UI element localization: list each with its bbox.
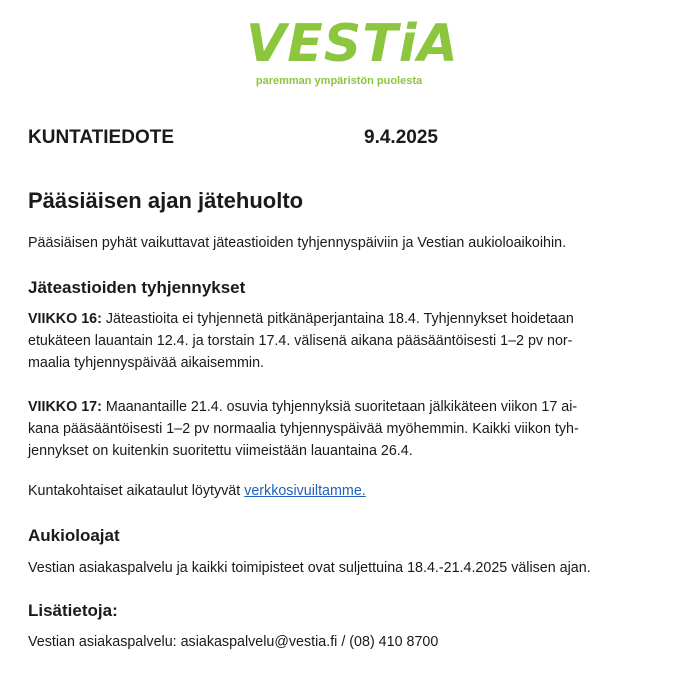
document-date: 9.4.2025	[364, 127, 438, 148]
more-info-heading: Lisätietoja:	[28, 601, 118, 620]
intro-paragraph	[28, 232, 664, 254]
week17-line2: kana pääsääntöisesti 1–2 pv normaalia tyhjennyspäivää myöhemmin. Kaikki viikon tyh-	[28, 421, 579, 437]
contact-text: Vestian asiakaspalvelu: asiakaspalvelu@vestia.fi / (08) 410 8700	[28, 634, 439, 650]
week17-paragraph	[28, 396, 664, 462]
logo-wordmark: VESTiA	[246, 14, 459, 74]
logo-tagline: paremman ympäristön puolesta	[255, 75, 423, 87]
contact-paragraph	[28, 631, 664, 653]
week17-line1: Maanantaille 21.4. osuvia tyhjennyksiä suoritetaan jälkikäteen viikon 17 ai-	[105, 399, 578, 415]
opening-heading: Aukioloajat	[28, 526, 120, 545]
opening-text: Vestian asiakaspalvelu ja kaikki toimipisteet ovat suljettuina 18.4.-21.4.2025 välisen ajan.	[28, 560, 591, 576]
document-type-label: KUNTATIEDOTE	[28, 127, 175, 148]
week16-line1: Jäteastioita ei tyhjennetä pitkänäperjantaina 18.4. Tyhjennykset hoidetaan	[105, 311, 574, 327]
week16-line2: etukäteen lauantain 12.4. ja torstain 17.4. välisenä aikana pääsääntöisesti 1–2 pv nor-	[28, 333, 573, 349]
week16-label: VIIKKO 16:	[28, 311, 102, 327]
opening-paragraph	[28, 557, 664, 579]
week17-label: VIIKKO 17:	[28, 399, 102, 415]
schedule-link[interactable]: verkkosivuiltamme.	[244, 483, 366, 499]
week17-line3: jennykset on kuitenkin suoritettu viimeistään lauantaina 26.4.	[28, 443, 413, 459]
intro-text: Pääsiäisen pyhät vaikuttavat jäteastioiden tyhjennyspäiviin ja Vestian aukioloaikoihin.	[28, 235, 567, 251]
vestia-logo	[246, 14, 459, 88]
page-title: Pääsiäisen ajan jätehuolto	[28, 188, 304, 213]
emptying-heading: Jäteastioiden tyhjennykset	[28, 278, 246, 297]
schedule-paragraph	[28, 480, 664, 502]
week16-line3: maalia tyhjennyspäivää aikaisemmin.	[28, 355, 265, 371]
week16-paragraph	[28, 308, 664, 374]
schedule-text: Kuntakohtaiset aikataulut löytyvät	[28, 483, 241, 499]
